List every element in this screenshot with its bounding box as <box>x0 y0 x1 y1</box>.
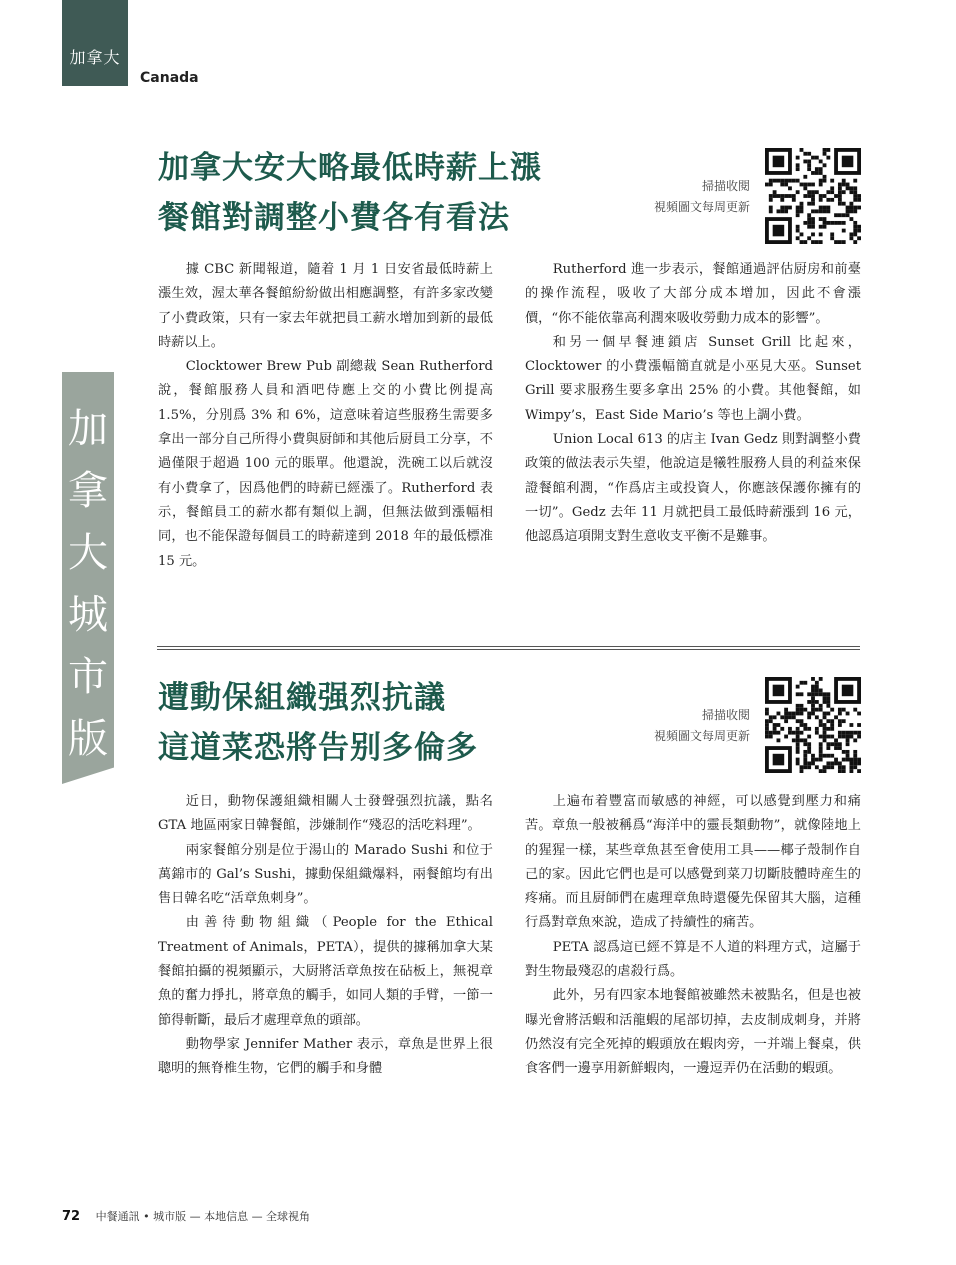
article1-headline <box>158 143 542 243</box>
section-label-en: Canada <box>140 70 199 86</box>
article1-left-column <box>158 258 493 574</box>
article-divider <box>157 646 860 650</box>
article1-qr-caption <box>590 176 750 218</box>
paragraph: Rutherford 進一步表示，餐館通過評估厨房和前臺的操作流程，吸收了大部分成本增加，因此不會漲價，“你不能依靠高利潤來吸收勞動力成本的影響”。 <box>525 262 861 326</box>
paragraph: 此外，另有四家本地餐館被雖然未被點名，但是也被曝光會將活蝦和活龍蝦的尾部切掉，去皮制成刺身，并將仍然沒有完全死掉的蝦頭放在蝦肉旁，一并端上餐桌，供食客們一邊享用新鮮蝦肉，一邊逗弄仍在活動的蝦頭。 <box>525 988 861 1077</box>
qr-caption-line1: 掃描收閱 <box>701 179 750 193</box>
paragraph: 動物學家 Jennifer Mather 表示，章魚是世界上很聰明的無脊椎生物，它們的觸手和身體 <box>158 1036 493 1077</box>
side-label-char: 拿 <box>68 468 108 514</box>
paragraph: 由善待動物組織（People for the Ethical Treatment of Animals，PETA），提供的據稱加拿大某餐館拍攝的視頻顯示，大厨將活章魚按在砧板上，無視章魚的奮力掙扎，將章魚的觸手，如同人類的手臂，一節一節得斬斷，最后才處理章魚的頭部。 <box>158 915 493 1028</box>
side-label-char: 市 <box>68 654 108 700</box>
article1-headline-line2: 餐館對調整小費各有看法 <box>158 200 510 236</box>
section-tab: 加拿大 <box>62 0 128 86</box>
qr-caption-line2: 視頻圖文每周更新 <box>653 200 750 214</box>
side-band-label <box>62 398 114 770</box>
side-label-char: 版 <box>68 716 108 762</box>
side-label-char: 城 <box>68 592 108 638</box>
side-label-char: 加 <box>68 406 108 452</box>
paragraph: 上遍布着豐富而敏感的神經，可以感覺到壓力和痛苦。章魚一般被稱爲“海洋中的靈長類動物”，就像陸地上的猩猩一樣，某些章魚甚至會使用工具——椰子殼制作自己的家。因此它們也是可以感覺到菜刀切斷肢體時産生的疼痛。而且厨師們在處理章魚時還優先保留其大腦，這種行爲對章魚來說，造成了持續性的痛苦。 <box>525 794 861 931</box>
paragraph: 據 CBC 新聞報道，隨着 1 月 1 日安省最低時薪上漲生效，渥太華各餐館紛紛做出相應調整，有許多家改變了小費政策，只有一家去年就把員工薪水增加到新的最低時薪以上。 <box>158 262 493 350</box>
article2-headline-line1: 遭動保組織强烈抗議 <box>158 680 446 716</box>
article2-headline-line2: 這道菜恐將告别多倫多 <box>158 730 478 766</box>
paragraph: Union Local 613 的店主 Ivan Gedz 則對調整小費政策的做法表示失望，他說這是犧牲服務人員的利益來保證餐館利潤，“作爲店主或投資人，你應該保護你擁有的一切”。Gedz 去年 11 月就把員工最低時薪漲到 16 元，他認爲這項開支對生意收支平衡不是難事。 <box>525 432 861 545</box>
qr-caption-line2: 視頻圖文每周更新 <box>653 729 750 743</box>
paragraph: Clocktower Brew Pub 副總裁 Sean Rutherford 說，餐館服務人員和酒吧侍應上交的小費比例提高 1.5%，分別爲 3% 和 6%，這意味着這些服務生需要多拿出一部分自己所得小費與厨師和其他后厨員工分享，不過僅限于超過 100 元的賬單。他還說，洗碗工以后就沒有小費拿了，因爲他們的時薪已經漲了。Rutherford 表示，餐館員工的薪水都有類似上調，但無法做到漲幅相同，也不能保證每個員工的時薪達到 2018 年的最低標准 15 元。 <box>158 359 493 569</box>
paragraph: PETA 認爲這已經不算是不人道的料理方式，這屬于對生物最殘忍的虐殺行爲。 <box>525 939 861 980</box>
side-label-char: 大 <box>68 530 108 576</box>
article2-headline <box>158 673 478 773</box>
article1-right-column <box>525 258 861 550</box>
article2-right-column <box>525 790 861 1082</box>
page-number: 72 <box>62 1209 81 1224</box>
paragraph: 和另一個早餐連鎖店 Sunset Grill 比起來，Clocktower 的小費漲幅簡直就是小巫見大巫。Sunset Grill 要求服務生要多拿出 25% 的小費。其他餐館，如 Wimpy’s，East Side Mario’s 等也上調小費。 <box>525 334 861 423</box>
qr-code-icon[interactable] <box>765 148 861 244</box>
qr-caption-line1: 掃描收閱 <box>701 708 750 722</box>
paragraph: 兩家餐館分别是位于湯山的 Marado Sushi 和位于萬錦市的 Gal’s Sushi，據動保組織爆料，兩餐館均有出售日韓名吃“活章魚刺身”。 <box>158 842 493 907</box>
qr-code-icon[interactable] <box>765 677 861 773</box>
page-footer <box>62 1208 310 1224</box>
article2-left-column <box>158 790 493 1082</box>
article2-qr-caption <box>590 705 750 747</box>
paragraph: 近日，動物保護組織相關人士發聲强烈抗議，點名 GTA 地區兩家日韓餐館，涉嫌制作“殘忍的活吃料理”。 <box>158 794 493 834</box>
article1-headline-line1: 加拿大安大略最低時薪上漲 <box>158 150 542 186</box>
footer-text: 中餐通訊 • 城市版 — 本地信息 — 全球視角 <box>95 1210 311 1223</box>
